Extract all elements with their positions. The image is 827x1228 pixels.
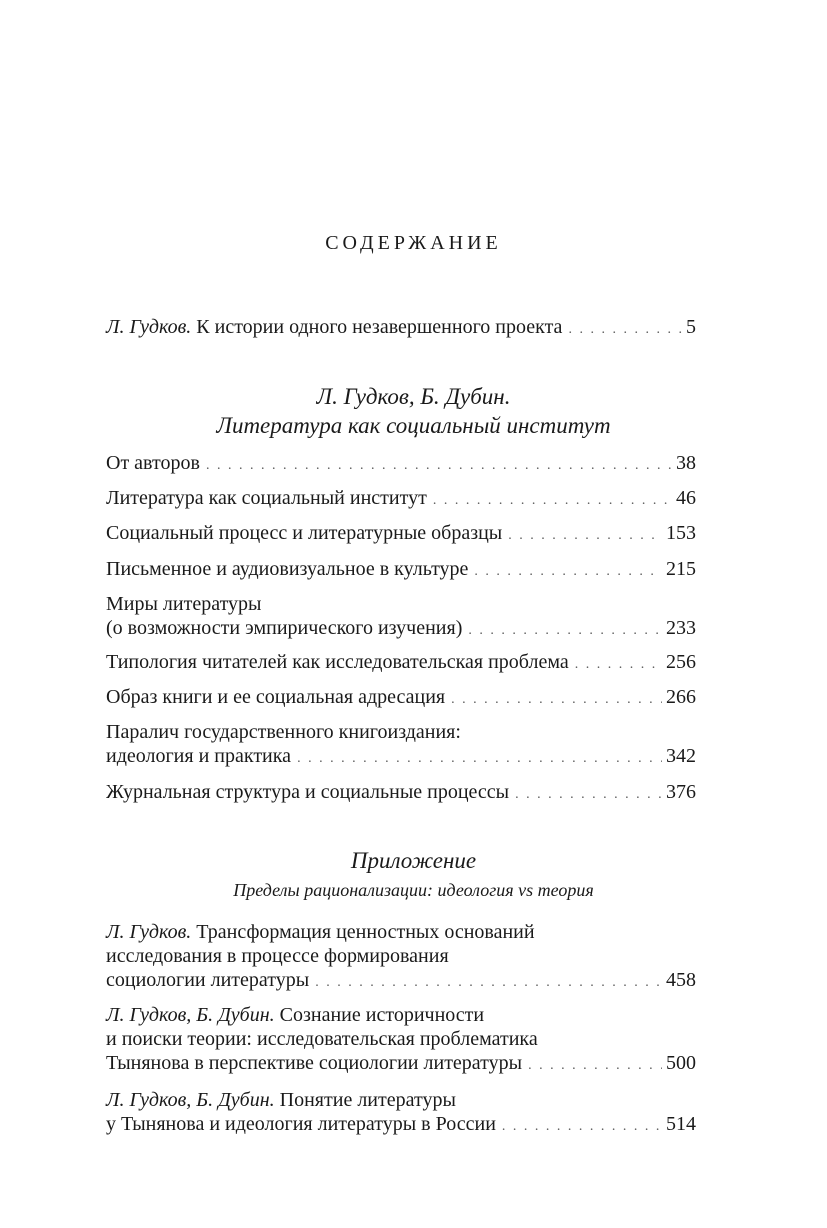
- page-number: 233: [666, 617, 696, 639]
- page-number: 458: [666, 969, 696, 991]
- entry-author: Л. Гудков, Б. Дубин.: [106, 1089, 275, 1111]
- appendix-subtitle: Пределы рационализации: идеология vs теория: [233, 880, 594, 900]
- entry-author: Л. Гудков, Б. Дубин.: [106, 1004, 275, 1026]
- toc-entry: [106, 521, 696, 548]
- toc-entry: [106, 920, 696, 995]
- entry-title: у Тынянова и идеология литературы в России: [106, 1113, 496, 1135]
- entry-title: Сознание историчности: [279, 1004, 485, 1026]
- entry-title: идеология и практика: [106, 745, 292, 767]
- entry-title: и поиски теории: исследовательская проблематика: [106, 1028, 538, 1050]
- entry-title: Миры литературы: [106, 593, 262, 615]
- entry-author: Л. Гудков.: [106, 921, 192, 943]
- toc-entry: [106, 557, 696, 584]
- entry-title: социологии литературы: [106, 969, 310, 991]
- toc-entry: [106, 1088, 696, 1139]
- entry-title: Социальный процесс и литературные образцы: [106, 522, 503, 544]
- dot-leader: [433, 489, 672, 513]
- contents-heading: СОДЕРЖАНИЕ: [325, 232, 502, 254]
- page-number: 256: [666, 651, 696, 673]
- entry-title: Литература как социальный институт: [106, 487, 427, 509]
- dot-leader: [502, 1115, 662, 1139]
- entry-title: Типология читателей как исследовательская проблема: [106, 651, 569, 673]
- dot-leader: [474, 560, 662, 584]
- entry-title: От авторов: [106, 452, 200, 474]
- toc-entry: [106, 486, 696, 513]
- dot-leader: [575, 653, 662, 677]
- part-title-line2: Литература как социальный институт: [216, 413, 611, 438]
- dot-leader: [508, 524, 662, 548]
- page-number: 514: [666, 1113, 696, 1135]
- entry-title: Тынянова в перспективе социологии литературы: [106, 1052, 523, 1074]
- dot-leader: [568, 318, 682, 342]
- dot-leader: [468, 619, 662, 643]
- entry-author: Л. Гудков.: [106, 316, 192, 338]
- entry-title: Паралич государственного книгоиздания:: [106, 721, 461, 743]
- entry-title: Образ книги и ее социальная адресация: [106, 686, 446, 708]
- page-number: 266: [666, 686, 696, 708]
- entry-title: Трансформация ценностных оснований: [196, 921, 535, 943]
- toc-entry-intro: [106, 315, 696, 342]
- page-number: 500: [666, 1052, 696, 1074]
- entry-title: Письменное и аудиовизуальное в культуре: [106, 558, 469, 580]
- page-number: 5: [686, 316, 696, 338]
- toc-entry: [106, 780, 696, 807]
- toc-entry: [106, 1003, 696, 1078]
- page-number: 342: [666, 745, 696, 767]
- page-number: 215: [666, 558, 696, 580]
- part-title-line1: Л. Гудков, Б. Дубин.: [316, 384, 511, 409]
- entry-title: Журнальная структура и социальные процессы: [106, 781, 510, 803]
- page-number: 153: [666, 522, 696, 544]
- toc-entry: [106, 720, 696, 771]
- toc-entry: [106, 592, 696, 643]
- page-number: 38: [676, 452, 696, 474]
- page-number: 46: [676, 487, 696, 509]
- toc-entry: [106, 650, 696, 677]
- page-number: 376: [666, 781, 696, 803]
- toc-entry: [106, 451, 696, 478]
- dot-leader: [528, 1054, 662, 1078]
- entry-title: (о возможности эмпирического изучения): [106, 617, 463, 639]
- entry-title: Понятие литературы: [279, 1089, 456, 1111]
- toc-entry: [106, 685, 696, 712]
- dot-leader: [315, 971, 662, 995]
- dot-leader: [206, 454, 672, 478]
- appendix-title: Приложение: [350, 848, 477, 873]
- entry-title: К истории одного незавершенного проекта: [196, 316, 563, 338]
- entry-title: исследования в процессе формирования: [106, 945, 449, 967]
- dot-leader: [297, 747, 662, 771]
- dot-leader: [515, 783, 662, 807]
- dot-leader: [451, 688, 662, 712]
